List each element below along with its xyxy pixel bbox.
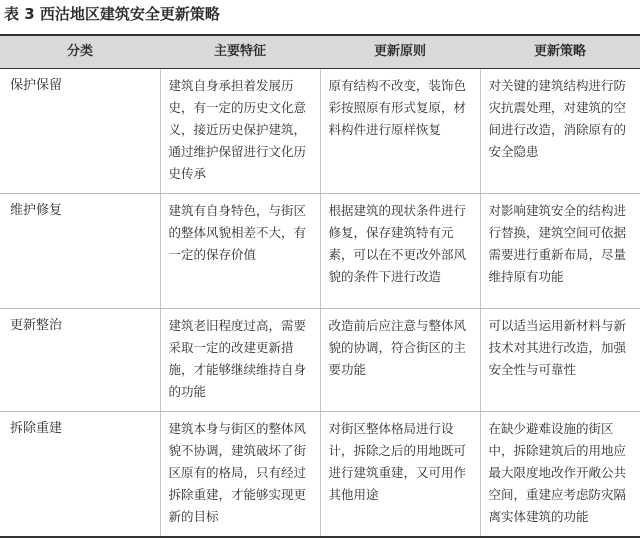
header-principle: 更新原则 xyxy=(320,35,480,69)
table-row xyxy=(0,412,640,538)
row-principle: 原有结构不改变，装饰色彩按照原有形式复原，材料构件进行原样恢复 xyxy=(320,69,480,194)
table-row xyxy=(0,309,640,412)
row-principle: 对街区整体格局进行设计，拆除之后的用地既可进行建筑重建，又可用作其他用途 xyxy=(320,412,480,538)
table-body xyxy=(0,69,640,538)
row-feature: 建筑本身与街区的整体风貌不协调，建筑破坏了街区原有的格局，只有经过拆除重建，才能够实现更新的目标 xyxy=(160,412,320,538)
row-category: 拆除重建 xyxy=(0,412,160,538)
row-strategy: 对关键的建筑结构进行防灾抗震处理，对建筑的空间进行改造，消除原有的安全隐患 xyxy=(480,69,640,194)
table-row xyxy=(0,194,640,309)
header-feature: 主要特征 xyxy=(160,35,320,69)
row-feature: 建筑有自身特色，与街区的整体风貌相差不大，有一定的保存价值 xyxy=(160,194,320,309)
header-category: 分类 xyxy=(0,35,160,69)
row-strategy: 对影响建筑安全的结构进行替换，建筑空间可依据需要进行重新布局，尽量维持原有功能 xyxy=(480,194,640,309)
row-category: 更新整治 xyxy=(0,309,160,412)
table-caption: 表 3 西沽地区建筑安全更新策略 xyxy=(4,5,220,23)
row-category: 维护修复 xyxy=(0,194,160,309)
header-strategy: 更新策略 xyxy=(480,35,640,69)
row-strategy: 可以适当运用新材料与新技术对其进行改造，加强安全性与可靠性 xyxy=(480,309,640,412)
row-strategy: 在缺少避难设施的街区中，拆除建筑后的用地应最大限度地改作开敞公共空间，重建应考虑防灾隔离实体建筑的功能 xyxy=(480,412,640,538)
table-header xyxy=(0,35,640,69)
strategy-table xyxy=(0,34,640,538)
row-principle: 根据建筑的现状条件进行修复，保存建筑特有元素，可以在不更改外部风貌的条件下进行改造 xyxy=(320,194,480,309)
row-feature: 建筑自身承担着发展历史，有一定的历史文化意义，接近历史保护建筑，通过维护保留进行文化历史传承 xyxy=(160,69,320,194)
row-principle: 改造前后应注意与整体风貌的协调，符合街区的主要功能 xyxy=(320,309,480,412)
row-feature: 建筑老旧程度过高，需要采取一定的改建更新措施，才能够继续维持自身的功能 xyxy=(160,309,320,412)
row-category: 保护保留 xyxy=(0,69,160,194)
table-row xyxy=(0,69,640,194)
